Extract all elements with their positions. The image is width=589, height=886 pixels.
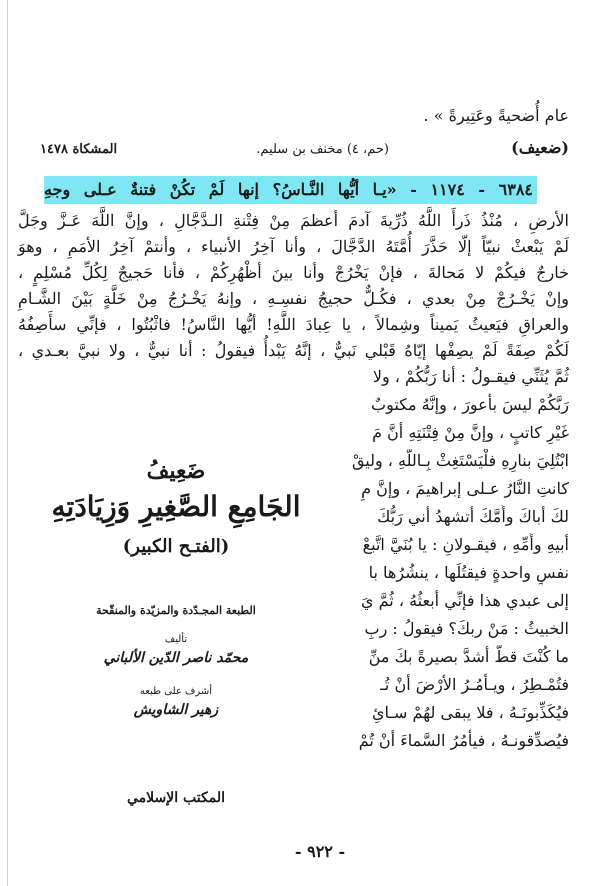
hadith-line: خارجٌ فيكُمْ لا مَحالةَ ، فإنْ يَخْرُجْ وأنا بينَ أظْهُرِكُمْ ، فأنا حَجيجٌ لِكُلِّ مُسْلِمٍ ،	[18, 263, 569, 282]
hadith-line: لَكُمْ صِفَةً لَمْ يصِفْها إيّاهُ قَبْلي نَبيٌّ ، إنَّهُ يَبْدأُ فيقولُ : أنا نبيٌّ ، ولا نبيَّ بعـدي ،	[18, 341, 570, 360]
hadith-line: الأرضِ ، مُنْذُ ذَرأَ اللَّهُ ذُرِّيةَ آدمَ أعظمَ مِنْ فِتْنةِ الـدَّجَّالِ ، وإنَّ اللَّهَ عَـزَّ وجَلَّ	[18, 211, 569, 230]
hadith-column-line: أبيهِ وأُمِّهِ ، فيقـولانِ : يا بُنَيَّ اتَّبعْ	[362, 535, 569, 554]
hadith-column-line: إلى عبدي هذا فإنِّي أبعثُهُ ، ثُمَّ يَ	[361, 591, 569, 610]
hadith-column-line: نفسٍ واحدةٍ فيقتُلَها ، ينشُرُها با	[368, 563, 569, 582]
hadith-column-line: غَيْرِ كاتبٍ ، وإنَّ مِنْ فِتْنَتِهِ أنَّ مَ	[372, 423, 569, 442]
book-edition: الطبعة المجـدّدة والمزيّدة والمنقّحة	[96, 604, 256, 617]
hadith-line: وإنْ يَخْـرُجْ مِنْ بعدي ، فكُـلٌّ حجيجُ نفسِـهِ ، وإنهُ يَخْـرُجُ مِنْ خَلَّةٍ بَيْنَ الشَّـامِ	[18, 289, 569, 308]
hadith-column-line: فيُكَذِّبونَـهُ ، فلا يبقى لهُمْ سـائِ	[371, 703, 569, 722]
hadith-column-line: ما كُنْتَ قطُّ أشدَّ بصيرةً بكَ منِّ	[368, 647, 569, 666]
hadith-column-line: ثُمَّ يُثَنِّي فيقـولُ : أنا رَبُّكُمْ ، ولا	[372, 367, 569, 386]
hadith-ending-line: عام أُضحيةً وعَتِيرةً » .	[423, 106, 569, 125]
hadith-first-line: ٦٣٨٤ - ١١٧٤ - «يـا أيُّها النَّـاسُ؟ إنها لَمْ تكُنْ فتنةٌ عـلى وجهِ	[44, 180, 534, 199]
publisher-name: المكتب الإسلامي	[127, 790, 225, 806]
page-number: - ٩٢٢ -	[294, 842, 346, 861]
hadith-column-line: الخبيثُ : مَنْ ربكَ؟ فيقولُ : ربِ	[364, 619, 569, 638]
hadith-column-line: فتُمْـطِرُ ، ويـأْمُـرُ الأرْضَ أنْ تُـ	[380, 675, 569, 694]
hadith-line: والعراقِ فيَعيثُ يَميناً وشِمالاً ، يا عِبادَ اللَّهِ! أيُّها النَّاسُ! فاثْبُتُوا ، فإنِّي سأَصِفُهُ	[18, 315, 570, 334]
supervisor-label: أشرف على طبعه	[139, 686, 213, 697]
source-reference: (حم، ٤) مخنف بن سليم.	[256, 142, 389, 157]
hadith-column-line: ابْتُلِيَ بنارِهِ فلْيَسْتَغِثْ بِـاللَّهِ ، وليقْ	[351, 451, 569, 470]
hadith-column-line: كانتِ النَّارُ عـلى إبراهيمَ ، وإنَّ مِ	[361, 479, 569, 498]
author-label: تأليف	[164, 634, 188, 645]
hadith-column-line: فيُصدِّقونـهُ ، فيأمُرُ السَّماءَ أنْ تُمْ	[358, 731, 569, 750]
author-name: محمّد ناصر الدّين الألباني	[103, 650, 249, 666]
grade-label: (ضعيف)	[511, 138, 569, 157]
book-subtitle: (الفتـح الكبير)	[122, 536, 230, 557]
hadith-line: لَمْ يَبْعثْ نبيّاً إلّا حَذَّرَ أُمَّتَهُ الدَّجَّالَ ، وأنا آخِرُ الأنبياء ، وأنتمْ آخِرُ الأمَمِ ، وهوَ	[18, 237, 569, 256]
book-title-word: ضَعِيفُ	[146, 458, 206, 484]
supervisor-name: زهير الشاويش	[133, 702, 219, 718]
page-edge-line	[7, 0, 8, 886]
hadith-column-line: لكَ أباكَ وأُمَّكَ أتشهدُ أني رَبُّكَ	[377, 507, 569, 526]
mishkat-reference: المشكاة ١٤٧٨	[40, 142, 118, 157]
book-title-main: الجَامِعِ الصَّغِيرِ وَزِيَادَتِهِ	[51, 490, 301, 523]
hadith-column-line: رَبَّكُمْ ليسَ بأعورَ ، وإنَّهُ مكتوبٌ	[371, 395, 569, 414]
